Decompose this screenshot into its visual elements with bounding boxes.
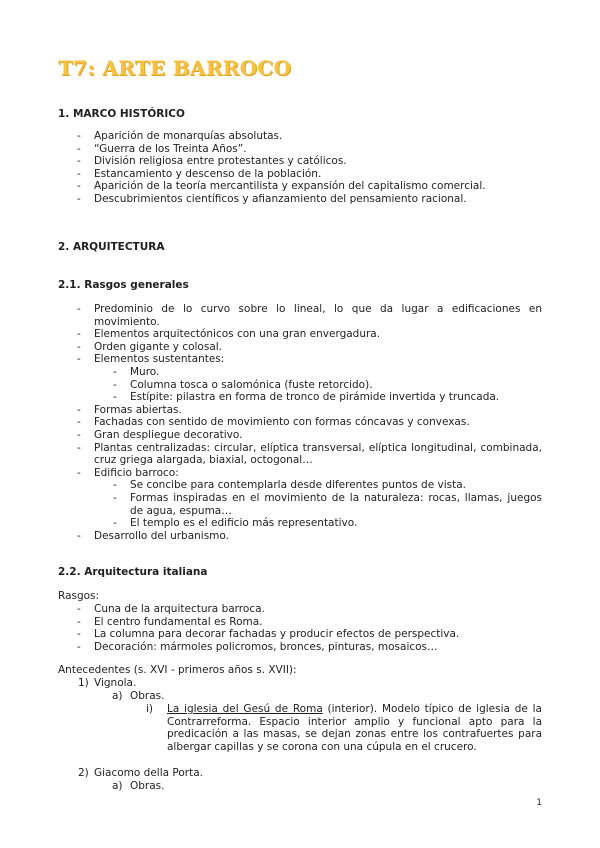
list-item: - Estancamiento y descenso de la población. [77, 167, 322, 180]
list-item: - División religiosa entre protestantes y católicos. [77, 155, 347, 168]
outline-marker-a2: a) [112, 780, 123, 792]
list-item: - Elementos sustentantes: - Muro. - Columna tosca o salomónica (fuste retorcido). - Estípite: pilastra en forma de tronco de pirámide invertida y truncada. [94, 353, 542, 403]
outline-item-giacomo: Giacomo della Porta. [94, 767, 203, 779]
list-item: - “Guerra de los Treinta Años”. [77, 142, 247, 155]
rasgos-generales-list [77, 303, 542, 542]
subsection-heading-rasgos-generales: 2.1. Rasgos generales [58, 279, 189, 291]
list-item: - Cuna de la arquitectura barroca. [77, 603, 265, 615]
list-item: - El centro fundamental es Roma. [77, 615, 263, 628]
list-item: - Aparición de monarquías absolutas. [77, 130, 283, 142]
list-item: - Descubrimientos científicos y afianzamiento del pensamiento racional. [77, 192, 467, 205]
section-heading-arquitectura: 2. ARQUITECTURA [58, 241, 165, 253]
list-item: - La columna para decorar fachadas y producir efectos de perspectiva. [77, 628, 460, 641]
outline-item-obras: Obras. [130, 690, 165, 702]
list-item: - Plantas centralizadas: circular, elíptica transversal, elíptica longitudinal, combinada, cruz griega alargada, biaxial, octogonal… [77, 441, 542, 467]
list-item: - Se concibe para contemplarla desde diferentes puntos de vista. [113, 479, 466, 492]
list-item: - Fachadas con sentido de movimiento con formas cóncavas y convexas. [77, 416, 470, 429]
list-item: - Columna tosca o salomónica (fuste retorcido). [113, 378, 373, 391]
list-item: - Orden gigante y colosal. [77, 340, 223, 353]
list-item: - Formas abiertas. [77, 403, 182, 416]
outline-marker-2: 2) [78, 767, 89, 779]
outline-item-gesu: La iglesia del Gesú de Roma (interior). Modelo típico de iglesia de la Contrarreforma. Espacio interior amplio y funcional apto para la predicación a las masas, se dejan zonas entre los contrafuertes para albergar capillas y se corona con una cúpula en el crucero. [167, 703, 542, 753]
page-title: T7: ARTE BARROCO [58, 56, 292, 80]
list-item: - Gran despliegue decorativo. [77, 428, 243, 441]
section-heading-marco-historico: 1. MARCO HISTÓRICO [58, 108, 185, 120]
list-item: - Predominio de lo curvo sobre lo lineal, lo que da lugar a edificaciones en movimiento. [77, 303, 542, 328]
marco-historico-list [77, 130, 544, 206]
outline-marker-1: 1) [78, 677, 89, 689]
list-item: - Decoración: mármoles policromos, bronces, pinturas, mosaicos… [77, 640, 438, 653]
antecedentes-label: Antecedentes (s. XVI - primeros años s. XVII): [58, 664, 297, 676]
list-item: - El templo es el edificio más representativo. [113, 517, 358, 530]
list-item: - Aparición de la teoría mercantilista y expansión del capitalismo comercial. [77, 180, 486, 193]
outline-item-obras-2: Obras. [130, 780, 165, 792]
list-item: - Edificio barroco: - Se concibe para contemplarla desde diferentes puntos de vista. - Formas inspiradas en el movimiento de la naturaleza: rocas, llamas, juegos de agua, espuma… - El templo es el edificio más representativo. [77, 466, 542, 530]
arquitectura-italiana-rasgos-list [77, 603, 542, 653]
outline-item-vignola: Vignola. [94, 677, 137, 689]
list-item: - Formas inspiradas en el movimiento de la naturaleza: rocas, llamas, juegos de agua, espuma… [113, 491, 542, 517]
list-item: - Desarrollo del urbanismo. [77, 529, 229, 542]
outline-marker-i: i) [146, 703, 154, 715]
subsection-heading-arquitectura-italiana: 2.2. Arquitectura italiana [58, 566, 208, 578]
list-item: - Muro. [113, 365, 160, 378]
rasgos-label: Rasgos: [58, 590, 100, 602]
list-item: - Estípite: pilastra en forma de tronco de pirámide invertida y truncada. [113, 391, 500, 404]
list-item: - Elementos arquitectónicos con una gran envergadura. [77, 328, 381, 341]
gesu-link[interactable]: La iglesia del Gesú de Roma [167, 703, 323, 715]
page-number: 1 [536, 798, 542, 808]
outline-marker-a: a) [112, 690, 123, 702]
